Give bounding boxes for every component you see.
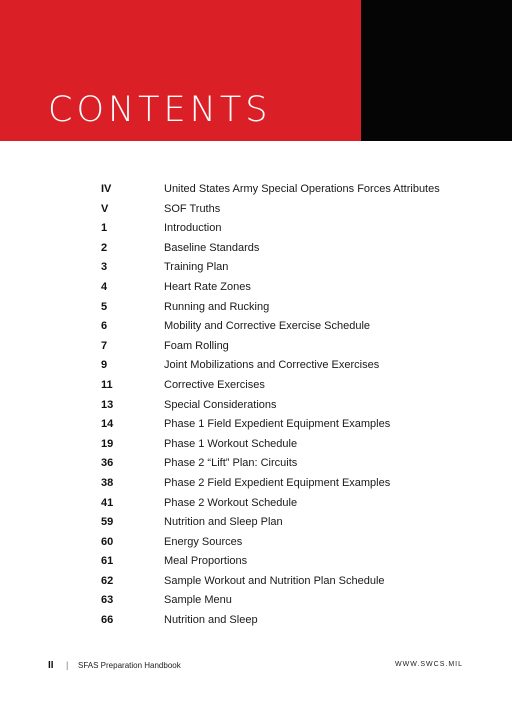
toc-page-number: 61 [101,555,114,568]
footer-book-title: SFAS Preparation Handbook [78,661,181,670]
toc-entry[interactable] [0,396,512,416]
toc-page-number: 13 [101,398,114,411]
toc-entry[interactable] [0,200,512,220]
toc-entry[interactable] [0,513,512,533]
toc-entry-title: Baseline Standards [164,241,260,254]
toc-entry-title: Phase 1 Workout Schedule [164,437,298,450]
toc-entry-title: Sample Workout and Nutrition Plan Schedule [164,574,385,587]
toc-entry[interactable] [0,591,512,611]
toc-page-number: 5 [101,300,108,313]
toc-entry-title: Nutrition and Sleep Plan [164,516,283,529]
toc-page-number: 9 [101,359,108,372]
toc-entry[interactable] [0,376,512,396]
toc-entry[interactable] [0,494,512,514]
page-title: CONTENTS [48,90,272,130]
toc-page-number: 11 [101,378,113,391]
toc-entry-title: Energy Sources [164,535,243,548]
toc-entry[interactable] [0,533,512,553]
toc-entry[interactable] [0,219,512,239]
toc-entry-title: Heart Rate Zones [164,280,251,293]
toc-entry-title: Joint Mobilizations and Corrective Exercises [164,359,380,372]
toc-page-number: 59 [101,516,114,529]
footer-separator: | [66,660,69,670]
toc-entry-title: Special Considerations [164,398,277,411]
toc-entry[interactable] [0,356,512,376]
toc-entry[interactable] [0,611,512,631]
toc-page-number: 66 [101,614,114,627]
toc-entry-title: Meal Proportions [164,555,248,568]
toc-page-number: 3 [101,261,108,274]
page-footer [0,658,512,678]
header-black-block [361,0,512,141]
toc-page-number: 62 [101,574,114,587]
toc-entry[interactable] [0,435,512,455]
footer-url[interactable]: WWW.SWCS.MIL [395,661,463,668]
toc-page-number: 6 [101,320,108,333]
toc-entry-title: Corrective Exercises [164,378,265,391]
toc-entry-title: Phase 1 Field Expedient Equipment Examples [164,418,391,431]
toc-page-number: IV [101,183,112,195]
table-of-contents [0,180,512,631]
toc-entry-title: Training Plan [164,261,229,274]
toc-page-number: 38 [101,476,114,489]
toc-entry-title: Sample Menu [164,594,232,607]
toc-page-number: 14 [101,418,114,431]
toc-entry-title: Foam Rolling [164,339,229,352]
toc-entry[interactable] [0,317,512,337]
toc-page-number: 60 [101,535,114,548]
toc-page-number: 2 [101,241,108,254]
toc-entry-title: Running and Rucking [164,300,270,313]
toc-entry[interactable] [0,572,512,592]
toc-page-number: 1 [101,222,108,235]
toc-entry[interactable] [0,337,512,357]
toc-page-number: 63 [101,594,114,607]
toc-page-number: 19 [101,437,114,450]
toc-page-number: 41 [101,496,114,509]
toc-entry-title: Phase 2 “Lift” Plan: Circuits [164,457,298,470]
footer-page-number: II [48,660,54,671]
toc-page-number: 4 [101,280,108,293]
toc-entry-title: Introduction [164,222,222,235]
toc-entry-title: Phase 2 Workout Schedule [164,496,298,509]
toc-entry-title: SOF Truths [164,202,221,215]
toc-entry[interactable] [0,258,512,278]
toc-entry[interactable] [0,298,512,318]
toc-entry[interactable] [0,454,512,474]
toc-entry[interactable] [0,239,512,259]
toc-entry-title: Mobility and Corrective Exercise Schedule [164,320,371,333]
toc-entry-title: Phase 2 Field Expedient Equipment Examples [164,476,391,489]
toc-entry[interactable] [0,415,512,435]
toc-page-number: 7 [101,339,108,352]
toc-page-number: V [101,202,109,215]
toc-entry-title: Nutrition and Sleep [164,614,258,627]
toc-entry[interactable] [0,552,512,572]
toc-entry[interactable] [0,474,512,494]
toc-page-number: 36 [101,457,114,470]
toc-entry[interactable] [0,180,512,200]
toc-entry-title: United States Army Special Operations Forces Attributes [164,183,440,195]
toc-entry[interactable] [0,278,512,298]
